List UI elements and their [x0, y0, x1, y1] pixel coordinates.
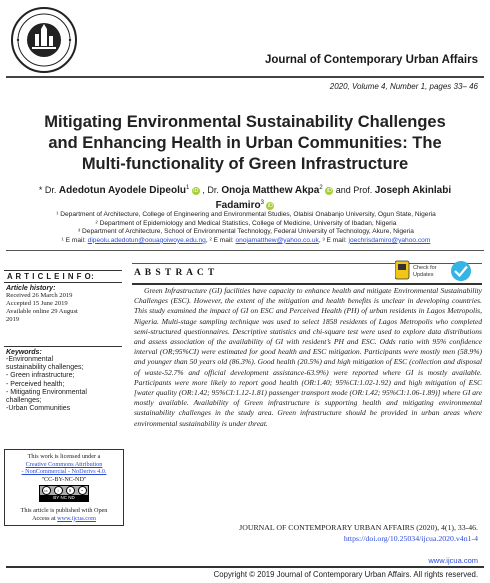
- article-history-label: Article history:: [6, 285, 56, 292]
- check-for-updates-badge[interactable]: [395, 259, 475, 283]
- affiliation-line: ² Department of Epidemiology and Medical Statistics, College of Medicine, University of Ibadan, Nigeria: [95, 219, 397, 227]
- doi-link[interactable]: https://doi.org/10.25034/ijcua.2020.v4n1-4: [343, 534, 478, 543]
- author-1-sup: 1: [185, 185, 190, 191]
- journal-site-link[interactable]: www.ijcua.com: [57, 514, 96, 522]
- cc-badge-text: BY NC ND: [40, 495, 88, 501]
- author-2-name: Onoja Matthew Akpa: [221, 185, 320, 196]
- keyword-item: -Urban Communities: [6, 405, 71, 413]
- license-link[interactable]: Creative Commons Attribution: [25, 460, 103, 468]
- accepted-date: Accepted 15 June 2019: [6, 300, 68, 307]
- citation-text: JOURNAL OF CONTEMPORARY URBAN AFFAIRS (2020), 4(1), 33-46.: [239, 523, 478, 532]
- email-label: , ² E mail:: [205, 236, 234, 244]
- author-3-name-cont: Fadamiro: [215, 200, 261, 211]
- license-code: "CC-BY-NC-ND": [41, 475, 87, 483]
- abstract-divider: [132, 283, 482, 285]
- orcid-icon[interactable]: iD: [267, 202, 274, 209]
- license-box: [4, 449, 124, 526]
- author-2-title: , Dr.: [202, 185, 219, 195]
- keyword-item: -Environmental: [6, 356, 54, 363]
- cc-license-badge[interactable]: [39, 485, 89, 502]
- email-line: [8, 237, 484, 246]
- keywords-heading: Keywords:: [6, 349, 42, 356]
- paper-title: [0, 112, 490, 175]
- check-updates-line2: Updates: [413, 272, 434, 278]
- by-icon: i: [54, 486, 63, 495]
- nd-icon: =: [78, 486, 87, 495]
- author-1-title: * Dr.: [38, 185, 57, 195]
- author-3-title: and Prof.: [335, 185, 373, 195]
- title-line: and Enhancing Health in Urban Communities: The: [48, 134, 442, 152]
- keyword-item: - Perceived health;: [6, 380, 65, 388]
- author-list: [0, 182, 490, 212]
- volume-info: 2020, Volume 4, Number 1, pages 33– 46: [329, 82, 478, 91]
- keyword-item: challenges;: [6, 397, 42, 405]
- orcid-icon[interactable]: iD: [193, 187, 199, 194]
- copyright-text: Copyright © 2019 Journal of Contemporary Urban Affairs. All rights reserved.: [213, 570, 478, 579]
- open-access-line: [7, 515, 121, 523]
- title-line: Mitigating Environmental Sustainability Challenges: [44, 113, 446, 131]
- affiliations: [8, 211, 484, 245]
- footer-divider: [6, 566, 484, 568]
- journal-name: Journal of Contemporary Urban Affairs: [265, 54, 478, 66]
- header-divider: [6, 76, 484, 78]
- email-link-3[interactable]: joechrisdamiro@yahoo.com: [348, 236, 431, 244]
- online-date-year: 2019: [6, 316, 20, 323]
- online-date: Available online 29 August: [6, 308, 78, 315]
- abstract-body: Green Infrastructure (GI) facilities have capacity to enhance health and mitigate Environmental Sustainability Challenges (ESC). However, the extent of the mitigation and health benefits is unclear in developing countries. This study examined the impact of GI on ESC and Perceived Health (PH) of urban residents in Lagos Metropolis, Nigeria. Multi-stage sampling technique was used to select 1858 residents of Lagos Metropolis who completed semi-structured questionnaires. Descriptive statistics and chi-square test were used to explore data distributions and assess association of the availability of GI with resident’s PH and ESC. Odds ratio with 95% confidence interval (OR;95%CI) were estimated for good health and ESC mitigation. Participants were mostly men (58.9%) and younger than 50 years old (86.3%). Good health (20.5%) and high mitigation of ESC (collection and disposal of waste-52.7% and official development assistance-63.9%) were reported where GI is mostly available. Participants were more likely to report good health (OR:1.40; 95%CI:1.02-1.92) and high mitigation of ESC [water quality (OR:1.42; 95%CI:1.12-1.81) passenger transport mode (OR:1.42; 95%CI:1.06-1.89)] where GI are mostly available. Availability of Green infrastructure is supporting health and mitigating environmental sustainability challenges in the study area. Green infrastructure should be provided in urban areas where environmental sustainability is under threat.: [134, 286, 483, 428]
- cc-icon: cc: [42, 486, 51, 495]
- check-updates-line1: Check for: [413, 265, 437, 271]
- received-date: Received 26 March 2019: [6, 292, 73, 299]
- abstract-heading: A B S T R A C T: [134, 268, 216, 278]
- footer-site-link[interactable]: www.ijcua.com: [428, 556, 478, 565]
- author-1-name: Adedotun Ayodele Dipeolu: [58, 185, 186, 196]
- orcid-icon[interactable]: iD: [326, 187, 332, 194]
- email-link-2[interactable]: onojamatthew@yahoo.co.uk: [235, 236, 319, 244]
- license-link[interactable]: - NonCommercial - NoDerivs 4.0.: [21, 468, 107, 476]
- article-info-box: [4, 270, 122, 324]
- keywords-box: [4, 346, 122, 413]
- affiliation-line: ³ Department of Architecture, School of Environmental Technology, Federal University of Technology, Akure, Nigeria: [78, 228, 414, 236]
- affiliation-divider: [6, 250, 484, 251]
- author-2-sup: 2: [319, 185, 323, 191]
- open-access-text: This article is published with Open: [20, 506, 108, 514]
- email-label: , ³ E mail:: [318, 236, 347, 244]
- open-access-label: Access at: [32, 514, 56, 522]
- article-info-heading: A R T I C L E I N F O:: [4, 270, 122, 283]
- email-label: ¹ E mail:: [61, 236, 86, 244]
- email-link-1[interactable]: dipeolu.adedotun@oouagoiwoye.edu.ng: [87, 236, 206, 244]
- journal-logo: [10, 6, 78, 74]
- citation-block: [148, 522, 478, 544]
- license-text: This work is licensed under a: [27, 453, 101, 460]
- author-3-name: Joseph Akinlabi: [374, 185, 452, 196]
- keyword-item: - Green infrastructure;: [6, 372, 75, 380]
- keyword-item: - Mitigating Environmental: [6, 388, 87, 396]
- nc-icon: $: [66, 486, 75, 495]
- author-3-sup: 3: [260, 200, 264, 206]
- affiliation-line: ¹ Department of Architecture, College of Engineering and Environmental Studies, Olabisi Onabanjo University, Ogun State, Nigeria: [56, 211, 436, 218]
- title-line: Multi-functionality of Green Infrastructure: [81, 155, 409, 173]
- keyword-item: sustainability challenges;: [6, 364, 84, 372]
